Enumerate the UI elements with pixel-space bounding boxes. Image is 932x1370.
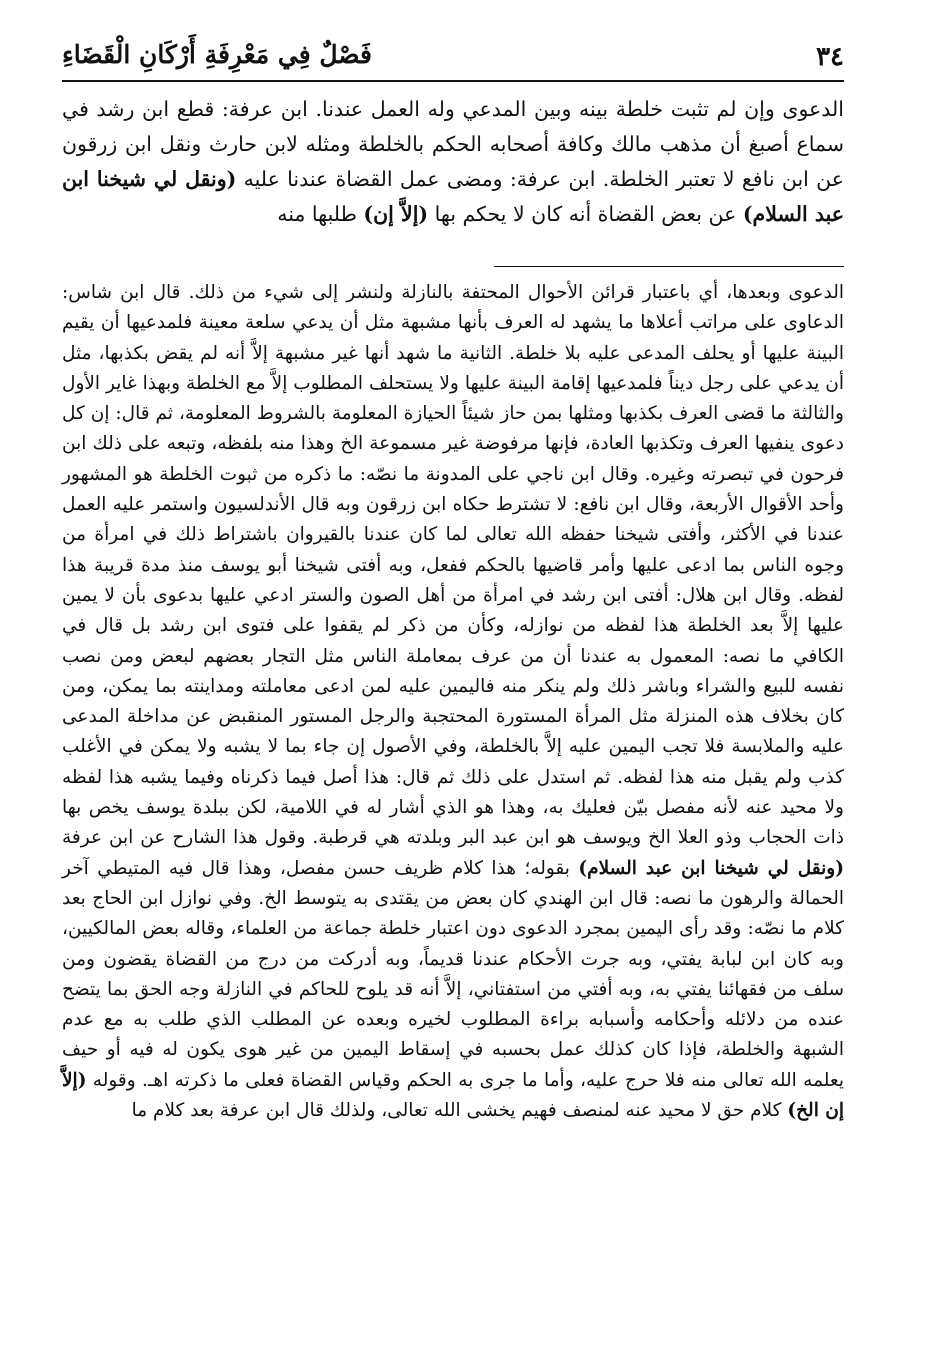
main-text-part: طلبها منه [277,202,364,226]
commentary-quote-bold: (ونقل لي شيخنا ابن عبد السلام) [578,857,844,879]
main-text-part: الدعوى وإن لم تثبت خلطة بينه وبين المدعي وله العمل عندنا. ابن عرفة: قطع ابن رشد في سماع أصبغ أن مذهب مالك وكافة أصحابه الحكم بالخلطة ومثله لابن حارث ونقل ابن زرقون عن ابن نافع لا تعتبر الخلطة. ابن عرفة: ومضى عمل القضاة عندنا عليه [62,97,844,191]
commentary-text [62,278,844,1126]
page-number: ٣٤ [816,42,844,72]
footnote-divider [494,266,844,267]
main-quote-bold: (ونقل لي شيخنا ابن عبد السلام) [62,167,844,226]
commentary-part: الدعوى وبعدها، أي باعتبار قرائن الأحوال المحتفة بالنازلة ولنشر إلى شيء من ذلك. قال ابن شاس: الدعاوى على مراتب أعلاها ما يشهد له العرف بأنها مشبهة مثل أن يدعي سلعة معينة فلمدعيها أن يقيم البينة عليها أو يحلف المدعى عليه بلا خلطة. الثانية ما شهد أنها غير مشبهة إلاَّ أنه لم يقض بكذبها، مثل أن يدعي على رجل ديناً فلمدعيها إقامة البينة عليها ولا يستحلف المطلوب إلاَّ مع الخلطة وبهذا غاير الأول والثالثة ما قضى العرف بكذبها ومثلها بمن حاز شيئاً الحيازة المعلومة بالشروط المعلومة، ثم قال: إن كل دعوى ينفيها العرف وتكذبها العادة، فإنها مرفوضة غير مسموعة الخ وهذا منه بلفظه، وتبعه على ذلك ابن فرحون في تبصرته وغيره. وقال ابن ناجي على المدونة ما نصّه: ما ذكره من ثبوت الخلطة هو المشهور وأحد الأقوال الأربعة، وقال ابن نافع: لا تشترط حكاه ابن زرقون وبه قال الأندلسيون واستمر عليه العمل عندنا في الأكثر، وأفتى شيخنا حفظه الله تعالى لما كان عندنا بالقيروان باشتراط ذلك في امرأة من وجوه الناس بما ادعى عليها وأمر قاضيها بالحكم ففعل، وبه أفتى شيخنا أبو يوسف منذ مدة قريبة هذا لفظه. وقال ابن هلال: أفتى ابن رشد في امرأة من أهل الصون والستر ادعي عليها بدعوى بأن لا يمين عليها إلاَّ بعد الخلطة هذا لفظه من نوازله، وكأن من ذكر لم يقفوا على فتوى ابن رشد بل قال في الكافي ما نصه: المعمول به عندنا أن من عرف بمعاملة الناس مثل التجار بعضهم لبعض ومن نصب نفسه للبيع والشراء وباشر ذلك ولم ينكر منه فاليمين عليه لمن ادعى معاملته ومداينته بما يمكن، ومن كان بخلاف هذه المنزلة مثل المرأة المستورة المحتجبة والرجل المستور المنقبض عن مداخلة المدعى عليه والملابسة فلا تجب اليمين عليه إلاَّ بالخلطة، وفي الأصول إن جاء بما لا يشبه ولا يمكن في الأغلب كذب ولم يقبل منه هذا لفظه. ثم استدل على ذلك ثم قال: هذا أصل فيما ذكرناه وفيما يشبه هذا لفظه ولا محيد عنه لأنه مفصل بيّن فعليك به، وهذا هو الذي أشار له في اللامية، لكن ببلدة يوسف يخص بها ذات الحجاب وذو العلا الخ ويوسف هو ابن عبد البر وبلدته هي قرطبة. وقول هذا الشارح عن ابن عرفة [62,282,844,849]
commentary-part: بقوله؛ هذا كلام ظريف حسن مفصل، وهذا قال فيه المتيطي آخر الحمالة والرهون ما نصه: قال ابن الهندي كان بعض من يقتدى به يتوسط الخ. وفي نوازل ابن الحاج بعد كلام ما نصّه: وقد رأى اليمين بمجرد الدعوى دون اعتبار خلطة جماعة من العلماء، وقاله بعض المالكيين، وبه كان ابن لبابة يفتي، وبه جرت الأحكام عندنا قديماً، وبه أدركت من درج من القضاة يقضون ومن سلف من فقهائنا يفتي به، وبه أفتي من استفتاني، إلاَّ أنه قد يلوح للحاكم في النازلة وجه الحق بما يتضح عنده من دلائله وأحكامه وأسبابه براءة المطلوب لخيره وبعده عن المطلب الذي طلب به مع عدم الشبهة والخلطة، فإذا كان كذلك عمل بحسبه في إسقاط اليمين من غير هوى يكون له فيه أو حيف يعلمه الله تعالى منه فلا حرج عليه، وأما ما جرى به الحكم وقياس القضاة فعلى ما ذكرته اهـ. وقوله [62,857,844,1091]
main-quote-bold: (إلاَّ إن) [363,202,429,226]
commentary-part: كلام حق لا محيد عنه لمنصف فهيم يخشى الله تعالى، ولذلك قال ابن عرفة بعد كلام ما [131,1100,788,1122]
main-text [62,92,844,232]
main-text-part: عن بعض القضاة أنه كان لا يحكم بها [428,202,743,226]
commentary-paragraph [62,278,844,1126]
running-title: فَصْلٌ فِي مَعْرِفَةِ أَرْكَانِ الْقَضَاءِ [62,40,372,69]
page-header [62,30,844,82]
main-paragraph [62,92,844,232]
commentary-quote-bold: (إلاَّ إن الخ) [62,1069,844,1122]
